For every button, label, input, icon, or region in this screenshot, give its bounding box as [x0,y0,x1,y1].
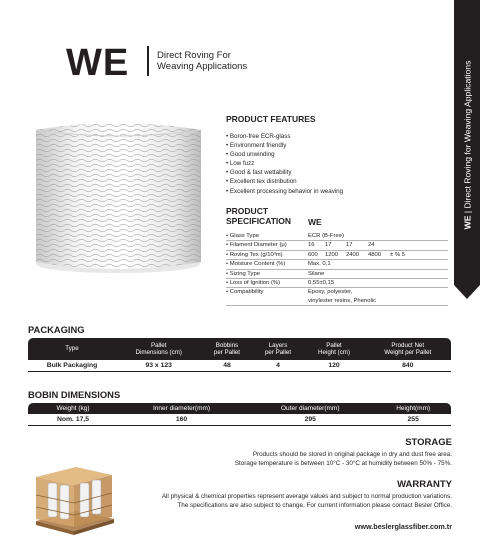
packaging-title: PACKAGING [28,324,85,335]
spec-row-moisture [226,260,448,269]
table-cell: 4 [253,360,304,371]
side-tab-bold: WE [462,215,472,230]
feature-item: • Environment friendly [226,142,287,150]
table-cell: 93 x 123 [116,360,201,371]
feature-item: • Good & fast wettability [226,169,292,177]
spec-value: Max. 0,1 [308,261,331,268]
feature-item: • Low fuzz [226,160,255,168]
table-cell: 48 [201,360,252,371]
spec-table [226,232,448,306]
storage-text [112,450,452,468]
warranty-line: The specifications are also subject to change. For current information please contact Besler Office. [177,502,452,509]
side-tab-text [454,10,480,280]
spec-row-filament [226,241,448,250]
spec-label: • Moisture Content (%) [226,261,286,268]
spec-row-ignition [226,279,448,288]
spec-value: 0,55±0,15 [308,280,335,287]
side-tab-label: Direct Roving for Weaving Applications [462,60,472,209]
warranty-text [112,492,452,510]
spec-label: • Roving Tex (g/10³m) [226,251,283,258]
spec-product-name: WE [308,217,322,227]
packaging-header-weight: Product Net Weight per Pallet [365,338,451,360]
storage-line: Products should be stored in original package in dry and dust free area. [252,451,452,458]
packaging-header-height: Pallet Height (cm) [304,338,365,360]
feature-item: • Excellent processing behavior in weaving [226,187,344,195]
spec-value: 17 [325,242,332,249]
spec-value: 17 [346,242,353,249]
storage-title: STORAGE [405,437,452,448]
packaging-header-dimensions: Pallet Dimensions (cm) [116,338,201,360]
website-link[interactable]: www.beslerglassfiber.com.tr [354,522,452,531]
packaging-header-bobbins: Bobbins per Pallet [201,338,252,360]
spec-value: ECR (B-Free) [308,233,344,239]
spec-label: • Filament Diameter (μ) [226,242,287,249]
spec-title-line1: PRODUCT [226,206,269,216]
feature-item: • Boron-free ECR-glass [226,133,291,140]
storage-line: Storage temperature is between 10°C - 30°C at humidity between 50% - 75%. [234,460,452,467]
spec-value: Silane [308,270,325,277]
table-cell: 295 [245,414,375,425]
table-cell: 840 [365,360,451,371]
brand-title: WE [66,42,130,84]
packaging-header-layers: Layers per Pallet [253,338,304,360]
spec-label: • Glass Type [226,233,260,239]
feature-item: • Good unwinding [226,151,275,159]
spec-value: 16 [308,242,315,249]
feature-item: • Excellent tex distribution [226,178,297,186]
spec-value: 1200 [325,251,339,258]
brand-subtitle-line1: Direct Roving For [157,50,231,61]
spec-row-compatibility [226,288,448,306]
product-specification [226,207,448,306]
warranty-line: All physical & chemical properties represent average values and subject to normal production variations. [161,493,452,500]
packaging-header-type: Type [28,338,116,360]
spec-row-sizing [226,270,448,279]
spec-value: vinylester resins, Phenolic [308,297,377,304]
pallet-image [30,457,118,535]
table-cell: 120 [304,360,365,371]
side-tab [454,0,480,285]
bobin-header-outer: Outer diameter(mm) [245,403,375,414]
spec-value: 2400 [346,251,360,258]
table-cell: 160 [118,414,245,425]
bobin-header-height: Height(mm) [375,403,451,414]
table-cell: Nom. 17,5 [28,414,118,425]
brand-divider [147,46,149,76]
bobin-table [28,403,451,426]
warranty-title: WARRANTY [397,479,452,490]
spec-tolerance: ± % 5 [390,251,406,258]
brand-subtitle-line2: Weaving Applications [157,61,248,72]
product-features [226,114,426,196]
side-tab-separator: | [462,208,472,216]
roving-roll-image [22,118,215,276]
side-tab-notch [454,285,480,299]
spec-value: Epoxy, polyester, [308,289,353,296]
table-row [28,414,451,425]
bobin-title: BOBIN DIMENSIONS [28,389,121,400]
brand-subtitle [157,50,247,72]
table-cell: Bulk Packaging [28,360,116,371]
spec-label: • Compatibility [226,289,264,296]
spec-value: 24 [368,242,375,249]
spec-value: 600 [308,251,318,258]
spec-value: 4800 [368,251,382,258]
table-row [28,360,451,371]
bobin-header-weight: Weight (kg) [28,403,118,414]
spec-row-roving-tex [226,251,448,260]
spec-label: • Sizing Type [226,270,261,277]
spec-title-line2: SPECIFICATION [226,215,292,226]
features-title: PRODUCT FEATURES [226,114,316,124]
packaging-table [28,338,451,372]
spec-title [226,207,308,226]
spec-row-glass-type [226,232,448,241]
table-cell: 255 [375,414,451,425]
features-list [226,132,426,196]
bobin-header-inner: Inner diameter(mm) [118,403,245,414]
spec-label: • Loss of Ignition (%) [226,280,281,287]
